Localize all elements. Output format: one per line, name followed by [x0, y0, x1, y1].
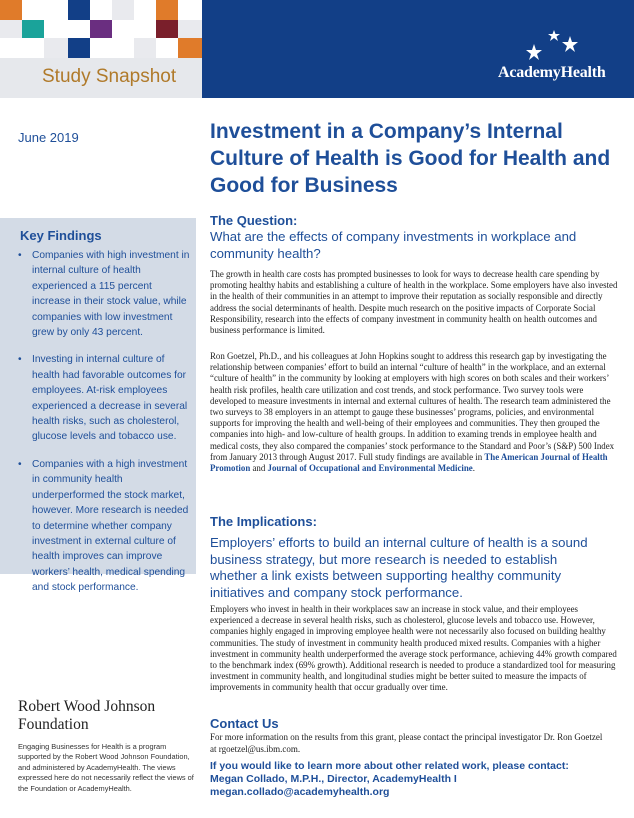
decor-square [0, 20, 22, 38]
key-findings-heading: Key Findings [20, 228, 102, 243]
question-subheading: What are the effects of company investments in workplace and community health? [210, 229, 577, 261]
journal-link-2[interactable]: Journal of Occupational and Environmental Medicine [267, 463, 473, 474]
list-item: • Investing in internal culture of health had favorable outcomes for employees. At-risk employees experienced a decrease in several health risks, such as cholesterol, glucose levels and tobacco use. [18, 352, 190, 444]
implications-paragraph: Employers who invest in health in their workplaces saw an increase in stock value, and their employees experienced a decrease in several health risks, such as cholesterol, glucose levels and tobacco use. However, companies highly engaged in improving employee health were not necessarily also focused on building healthy communities. The study of investment in community health produced mixed results. Companies with a higher investment in community health underperformed the average stock performance, achieving 44% growth compared to the benchmark index (69% growth). Additional research is needed to produce a standardized tool for measuring investment in community health, and longitudinal studies might be better suited to measure the impacts of improvements in community health that occur gradually over time. [210, 604, 617, 693]
question-paragraph-1: The growth in health care costs has prompted businesses to look for ways to decrease health care spending by promoting healthy habits and establishing a culture of health in the workplace. Some employers have also invested in the health of their communities in an attempt to improve their reputation as socially responsible and directly address the social determinants of health. Despite much research on the positive impacts of Corporate Social Responsibility, research into the effects of company investment in community health on health outcomes and business performance is limited. [210, 269, 618, 336]
question-paragraph-2 [210, 351, 620, 474]
rwjf-logo [18, 698, 155, 734]
decor-square [156, 0, 178, 20]
decor-square [44, 38, 68, 58]
academyhealth-logo: AcademyHealth [498, 64, 606, 81]
academyhealth-stars-icon [520, 26, 580, 62]
decor-square [0, 0, 22, 20]
decor-square [178, 38, 202, 58]
snapshot-label: Study Snapshot [42, 66, 177, 87]
decor-square [178, 20, 202, 38]
end-period: . [472, 463, 475, 474]
decor-square [134, 38, 156, 58]
publication-date: June 2019 [18, 130, 79, 145]
implications-subheading: Employers’ efforts to build an internal culture of health is a sound business strategy, but more research is needed to establish whether a link exists between supporting healthy community initiatives and company stock performance. [210, 535, 588, 600]
decor-square [22, 0, 44, 20]
contact-body: For more information on the results from this grant, please contact the principal investigator Dr. Ron Goetzel at rgoetzel@us.ibm.com. [210, 732, 603, 754]
decor-square [90, 20, 112, 38]
decor-square [68, 0, 90, 20]
list-item: • Companies with a high investment in community health underperformed the stock market, however. More research is needed to determine whether company investment in external culture of health improves can improve workers’ health, medical spending and stock performance. [18, 457, 190, 596]
decor-square [112, 0, 134, 20]
contact-callout [210, 760, 620, 799]
question-paragraph-2-text: Ron Goetzel, Ph.D., and his colleagues at John Hopkins sought to address this research gap by investigating the relationship between companies’ effort to build an internal “culture of health” in the workplace, and an external “culture of health” in the community by looking at employers with high scores on both scales and their workers’ health risk profiles, health care utilization and cost trends, and stock performance. Two survey tools were developed to measure investments in internal and external cultures of health. The research team administered the two surveys to 38 employers in an attempt to gauge these businesses’ programs, policies, and environmental supports for improving the health and well-being of their employees and communities. They then grouped the companies into high- and low-culture of health groups. In addition to examing trends in employee health and medical costs, they also compared the companies’ stock performance to the Standard and Poor’s (S&P) 500 Index from January 2013 through August 2017. Full study findings are available in [210, 351, 615, 462]
funder-note: Engaging Businesses for Health is a program supported by the Robert Wood Johnson Foundation, and administered by AcademyHealth. The views expressed here do not necessarily reflect the views of the Foundation or AcademyHealth. [18, 742, 194, 793]
implications-heading: The Implications: [210, 514, 317, 529]
journal-link-1[interactable]: The American Journal of Health Promotion [210, 451, 608, 474]
question-heading: The Question: [210, 213, 298, 228]
contact-heading: Contact Us [210, 716, 279, 731]
list-item: • Companies with high investment in internal culture of health experienced a 115 percent increase in their stock value, while companies with low investment grew by only 43 percent. [18, 248, 190, 340]
key-findings-list [18, 248, 190, 608]
decor-square [68, 38, 90, 58]
contact-callout-line2[interactable]: Megan Collado, M.P.H., Director, AcademyHealth I megan.collado@academyhealth.org [210, 773, 457, 798]
and-word: and [252, 463, 266, 474]
decor-square [156, 20, 178, 38]
page-title: Investment in a Company’s Internal Culture of Health is Good for Health and Good for Business [210, 120, 611, 197]
decor-square [22, 20, 44, 38]
contact-callout-line1: If you would like to learn more about other related work, please contact: [210, 760, 569, 772]
rwjf-name-line1: Robert Wood Johnson [18, 698, 156, 715]
rwjf-name-line2: Foundation [18, 716, 89, 733]
